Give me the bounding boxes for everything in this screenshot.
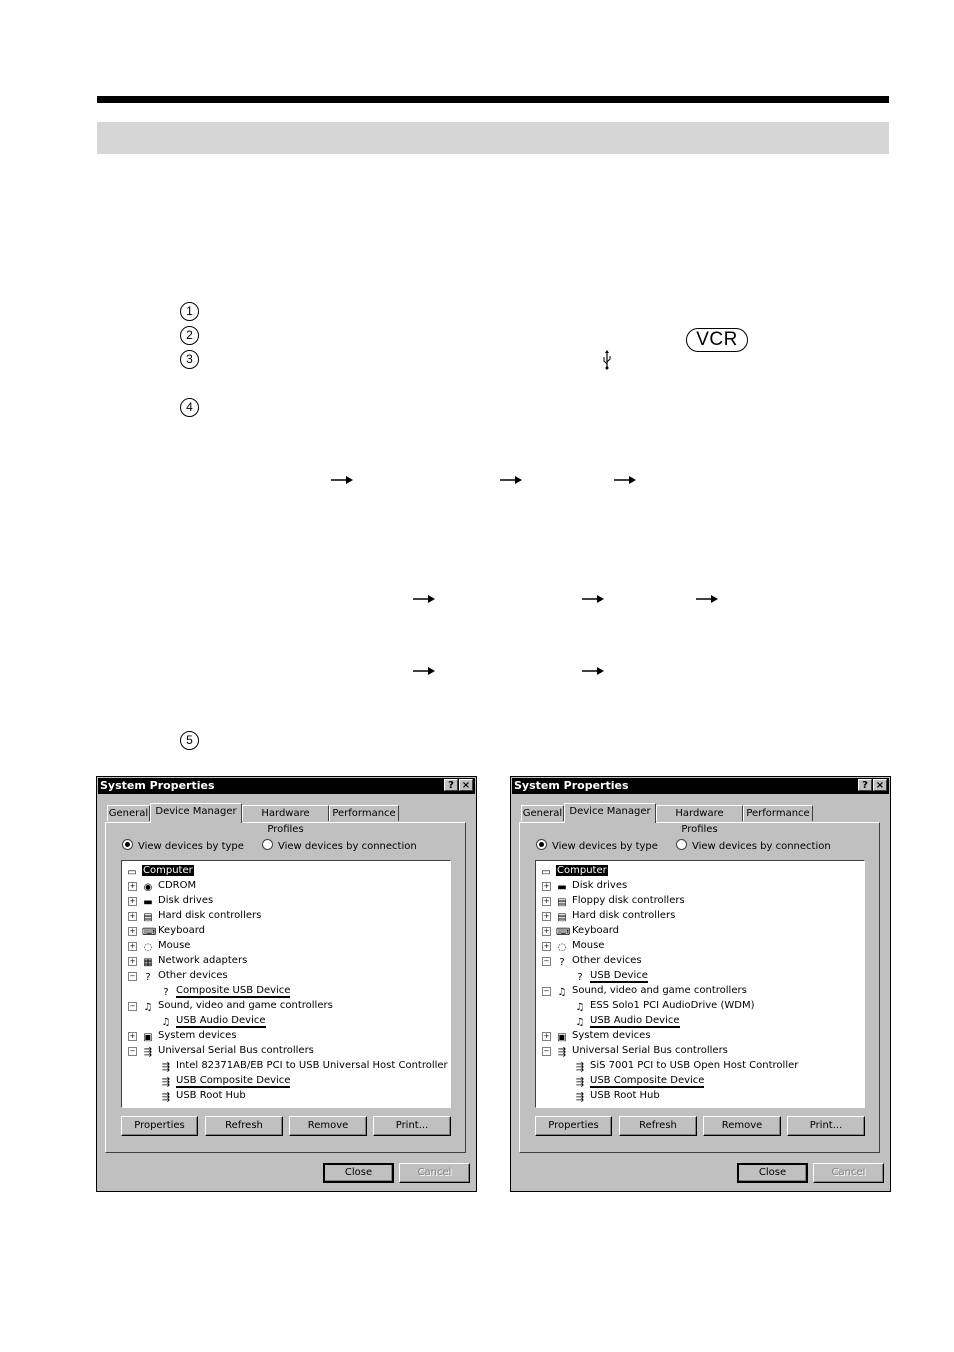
tree-expander-icon[interactable]: + bbox=[543, 882, 550, 890]
tree-node[interactable] bbox=[556, 1044, 728, 1058]
tree-expander-icon[interactable]: + bbox=[543, 912, 550, 920]
radio-view-by-type[interactable] bbox=[122, 839, 244, 853]
print-button[interactable]: Print... bbox=[373, 1116, 451, 1136]
arrow-icon bbox=[696, 594, 718, 604]
tree-node-label: Composite USB Device bbox=[176, 985, 291, 996]
tree-expander-icon[interactable]: + bbox=[129, 1032, 136, 1040]
tree-node[interactable] bbox=[160, 1059, 448, 1073]
tab-device-manager[interactable]: Device Manager bbox=[150, 803, 242, 823]
radio-label: View devices by connection bbox=[692, 841, 831, 852]
arrow-icon bbox=[614, 475, 636, 485]
close-button[interactable]: Close bbox=[323, 1163, 394, 1183]
cancel-button[interactable]: Cancel bbox=[813, 1163, 884, 1183]
tab-performance[interactable]: Performance bbox=[329, 805, 399, 821]
question-icon: ? bbox=[145, 972, 151, 983]
radio-unselected-icon bbox=[262, 839, 273, 850]
usb-icon: ⇶ bbox=[575, 1077, 585, 1088]
refresh-button[interactable]: Refresh bbox=[619, 1116, 697, 1136]
tree-expander-icon[interactable]: + bbox=[129, 912, 136, 920]
tree-node[interactable] bbox=[574, 999, 755, 1013]
question-icon: ? bbox=[577, 972, 583, 983]
question-icon: ? bbox=[163, 987, 169, 998]
step-2-marker: 2 bbox=[180, 326, 199, 345]
disk-icon: ▬ bbox=[557, 882, 567, 893]
print-button[interactable]: Print... bbox=[787, 1116, 865, 1136]
tree-node-label: USB Root Hub bbox=[176, 1090, 246, 1101]
tree-node-label: USB Audio Device bbox=[590, 1015, 680, 1026]
disk-icon: ▬ bbox=[143, 897, 153, 908]
tree-node-label: Sound, video and game controllers bbox=[158, 1000, 333, 1011]
tree-expander-icon[interactable]: − bbox=[543, 957, 550, 965]
tree-expander-icon[interactable]: + bbox=[129, 897, 136, 905]
tree-expander-icon[interactable]: − bbox=[543, 1047, 550, 1055]
tree-node-label: Disk drives bbox=[158, 895, 214, 906]
properties-button[interactable]: Properties bbox=[535, 1116, 612, 1136]
arrow-icon bbox=[500, 475, 522, 485]
radio-label: View devices by type bbox=[552, 841, 658, 852]
tree-node[interactable] bbox=[126, 864, 194, 878]
sound-icon: ♫ bbox=[161, 1017, 171, 1028]
tree-node-label: Hard disk controllers bbox=[158, 910, 262, 921]
tab-general[interactable]: General bbox=[521, 805, 564, 821]
tree-node-label: CDROM bbox=[158, 880, 197, 891]
arrow-icon bbox=[413, 666, 435, 676]
tree-node[interactable] bbox=[574, 1074, 704, 1088]
tree-node[interactable] bbox=[574, 969, 648, 983]
tree-node-label: USB Audio Device bbox=[176, 1015, 266, 1026]
close-icon[interactable]: × bbox=[459, 779, 473, 791]
sound-icon: ♫ bbox=[557, 987, 567, 998]
tree-node[interactable] bbox=[142, 954, 247, 968]
tree-node-label: Mouse bbox=[158, 940, 191, 951]
tree-node[interactable] bbox=[142, 1029, 237, 1043]
radio-selected-icon bbox=[122, 839, 133, 850]
tree-node-label: Mouse bbox=[572, 940, 605, 951]
radio-view-by-connection[interactable] bbox=[676, 839, 831, 853]
tree-node-label: Universal Serial Bus controllers bbox=[572, 1045, 728, 1056]
tree-node-label: USB Device bbox=[590, 970, 648, 981]
tree-node[interactable] bbox=[142, 924, 205, 938]
arrow-icon bbox=[413, 594, 435, 604]
top-rule bbox=[97, 96, 889, 103]
tree-node[interactable] bbox=[142, 909, 261, 923]
tree-expander-icon[interactable]: + bbox=[129, 957, 136, 965]
tree-node[interactable] bbox=[142, 969, 228, 983]
tree-node[interactable] bbox=[574, 1059, 798, 1073]
usb-icon: ⇶ bbox=[161, 1077, 171, 1088]
tree-node-label: SiS 7001 PCI to USB Open Host Controller bbox=[590, 1060, 799, 1071]
tree-node[interactable] bbox=[142, 894, 213, 908]
remove-button[interactable]: Remove bbox=[289, 1116, 367, 1136]
tree-expander-icon[interactable]: + bbox=[543, 1032, 550, 1040]
computer-icon: ▭ bbox=[127, 867, 137, 878]
tree-node-label: ESS Solo1 PCI AudioDrive (WDM) bbox=[590, 1000, 755, 1011]
controller-icon: ▤ bbox=[557, 912, 567, 923]
tree-node[interactable] bbox=[160, 984, 290, 998]
tree-node[interactable] bbox=[540, 864, 608, 878]
tree-node[interactable] bbox=[142, 879, 196, 893]
help-button[interactable]: ? bbox=[858, 779, 872, 791]
refresh-button[interactable]: Refresh bbox=[205, 1116, 283, 1136]
step-1-marker: 1 bbox=[180, 302, 199, 321]
arrow-icon bbox=[582, 666, 604, 676]
tree-node[interactable] bbox=[142, 999, 333, 1013]
radio-label: View devices by connection bbox=[278, 841, 417, 852]
system-icon: ▣ bbox=[557, 1032, 567, 1043]
mouse-icon: ◌ bbox=[143, 942, 153, 953]
usb-icon: ⇶ bbox=[575, 1062, 585, 1073]
close-button[interactable]: Close bbox=[737, 1163, 808, 1183]
tree-node[interactable] bbox=[574, 1014, 680, 1028]
tree-node[interactable] bbox=[556, 909, 675, 923]
properties-button[interactable]: Properties bbox=[121, 1116, 198, 1136]
radio-view-by-type[interactable] bbox=[536, 839, 658, 853]
usb-icon: ⇶ bbox=[143, 1047, 153, 1058]
tree-node-label: USB Composite Device bbox=[176, 1075, 291, 1086]
tree-expander-icon[interactable]: + bbox=[129, 882, 136, 890]
tab-device-manager[interactable]: Device Manager bbox=[564, 803, 656, 823]
tree-node[interactable] bbox=[556, 939, 604, 953]
question-icon: ? bbox=[559, 957, 565, 968]
step-5-marker: 5 bbox=[180, 731, 199, 750]
tree-expander-icon[interactable]: + bbox=[543, 927, 550, 935]
tree-node[interactable] bbox=[160, 1014, 266, 1028]
tree-node[interactable] bbox=[556, 1029, 651, 1043]
tree-node-label: Keyboard bbox=[572, 925, 620, 936]
tree-expander-icon[interactable]: + bbox=[129, 942, 136, 950]
tree-node-label: Universal Serial Bus controllers bbox=[158, 1045, 314, 1056]
sound-icon: ♫ bbox=[575, 1002, 585, 1013]
controller-icon: ▤ bbox=[143, 912, 153, 923]
usb-icon: ⇶ bbox=[557, 1047, 567, 1058]
radio-selected-icon bbox=[536, 839, 547, 850]
tree-node[interactable] bbox=[160, 1089, 246, 1103]
tree-node-label: Other devices bbox=[572, 955, 642, 966]
tree-node-label: Computer bbox=[557, 865, 607, 876]
computer-icon: ▭ bbox=[541, 867, 551, 878]
tree-node[interactable] bbox=[556, 984, 747, 998]
sound-icon: ♫ bbox=[143, 1002, 153, 1013]
tab-hardware-profiles[interactable]: Hardware Profiles bbox=[242, 805, 329, 821]
tab-hardware-profiles[interactable]: Hardware Profiles bbox=[656, 805, 743, 821]
arrow-icon bbox=[331, 475, 353, 485]
cdrom-icon: ◉ bbox=[143, 882, 153, 893]
tree-expander-icon[interactable]: − bbox=[543, 987, 550, 995]
tree-node[interactable] bbox=[556, 894, 685, 908]
cancel-button[interactable]: Cancel bbox=[399, 1163, 470, 1183]
usb-icon: ⇶ bbox=[161, 1092, 171, 1103]
tree-node-label: Keyboard bbox=[158, 925, 206, 936]
step-3-marker: 3 bbox=[180, 350, 199, 369]
system-properties-dialog-right bbox=[510, 776, 891, 1192]
tree-expander-icon[interactable]: + bbox=[129, 927, 136, 935]
usb-icon bbox=[602, 350, 612, 370]
help-button[interactable]: ? bbox=[444, 779, 458, 791]
device-tree[interactable] bbox=[535, 860, 865, 1108]
tree-node-label: USB Composite Device bbox=[590, 1075, 705, 1086]
keyboard-icon: ⌨ bbox=[556, 927, 571, 938]
step-4-marker: 4 bbox=[180, 398, 199, 417]
dialog-title: System Properties bbox=[98, 778, 475, 794]
tree-node[interactable] bbox=[142, 1044, 314, 1058]
tree-expander-icon[interactable]: + bbox=[543, 942, 550, 950]
tree-node[interactable] bbox=[556, 924, 619, 938]
device-tree[interactable] bbox=[121, 860, 451, 1108]
tree-node-label: Floppy disk controllers bbox=[572, 895, 685, 906]
tree-node-label: System devices bbox=[572, 1030, 651, 1041]
remove-button[interactable]: Remove bbox=[703, 1116, 781, 1136]
tree-node-label: Other devices bbox=[158, 970, 228, 981]
tree-node-label: Hard disk controllers bbox=[572, 910, 676, 921]
section-header-bar bbox=[97, 122, 889, 154]
system-properties-dialog-left bbox=[96, 776, 477, 1192]
tree-node[interactable] bbox=[556, 954, 642, 968]
tree-expander-icon[interactable]: − bbox=[129, 972, 136, 980]
vcr-button-symbol: VCR bbox=[686, 328, 748, 352]
usb-icon: ⇶ bbox=[575, 1092, 585, 1103]
dialog-title: System Properties bbox=[512, 778, 889, 794]
tab-general[interactable]: General bbox=[107, 805, 150, 821]
network-icon: ▦ bbox=[143, 957, 153, 968]
system-icon: ▣ bbox=[143, 1032, 153, 1043]
tree-node-label: Intel 82371AB/EB PCI to USB Universal Host Controller bbox=[176, 1060, 448, 1071]
keyboard-icon: ⌨ bbox=[142, 927, 157, 938]
controller-icon: ▤ bbox=[557, 897, 567, 908]
tree-expander-icon[interactable]: − bbox=[129, 1002, 136, 1010]
sound-icon: ♫ bbox=[575, 1017, 585, 1028]
tree-expander-icon[interactable]: − bbox=[129, 1047, 136, 1055]
tree-node-label: Sound, video and game controllers bbox=[572, 985, 747, 996]
tree-node-label: Disk drives bbox=[572, 880, 628, 891]
usb-icon: ⇶ bbox=[161, 1062, 171, 1073]
tree-node-label: USB Root Hub bbox=[590, 1090, 660, 1101]
tab-performance[interactable]: Performance bbox=[743, 805, 813, 821]
mouse-icon: ◌ bbox=[557, 942, 567, 953]
tree-expander-icon[interactable]: + bbox=[543, 897, 550, 905]
radio-view-by-connection[interactable] bbox=[262, 839, 417, 853]
tree-node-label: Computer bbox=[143, 865, 193, 876]
tree-node-label: Network adapters bbox=[158, 955, 248, 966]
radio-unselected-icon bbox=[676, 839, 687, 850]
radio-label: View devices by type bbox=[138, 841, 244, 852]
arrow-icon bbox=[582, 594, 604, 604]
tree-node[interactable] bbox=[142, 939, 190, 953]
tree-node[interactable] bbox=[160, 1074, 290, 1088]
tree-node[interactable] bbox=[574, 1089, 660, 1103]
tree-node-label: System devices bbox=[158, 1030, 237, 1041]
tree-node[interactable] bbox=[556, 879, 627, 893]
close-icon[interactable]: × bbox=[873, 779, 887, 791]
